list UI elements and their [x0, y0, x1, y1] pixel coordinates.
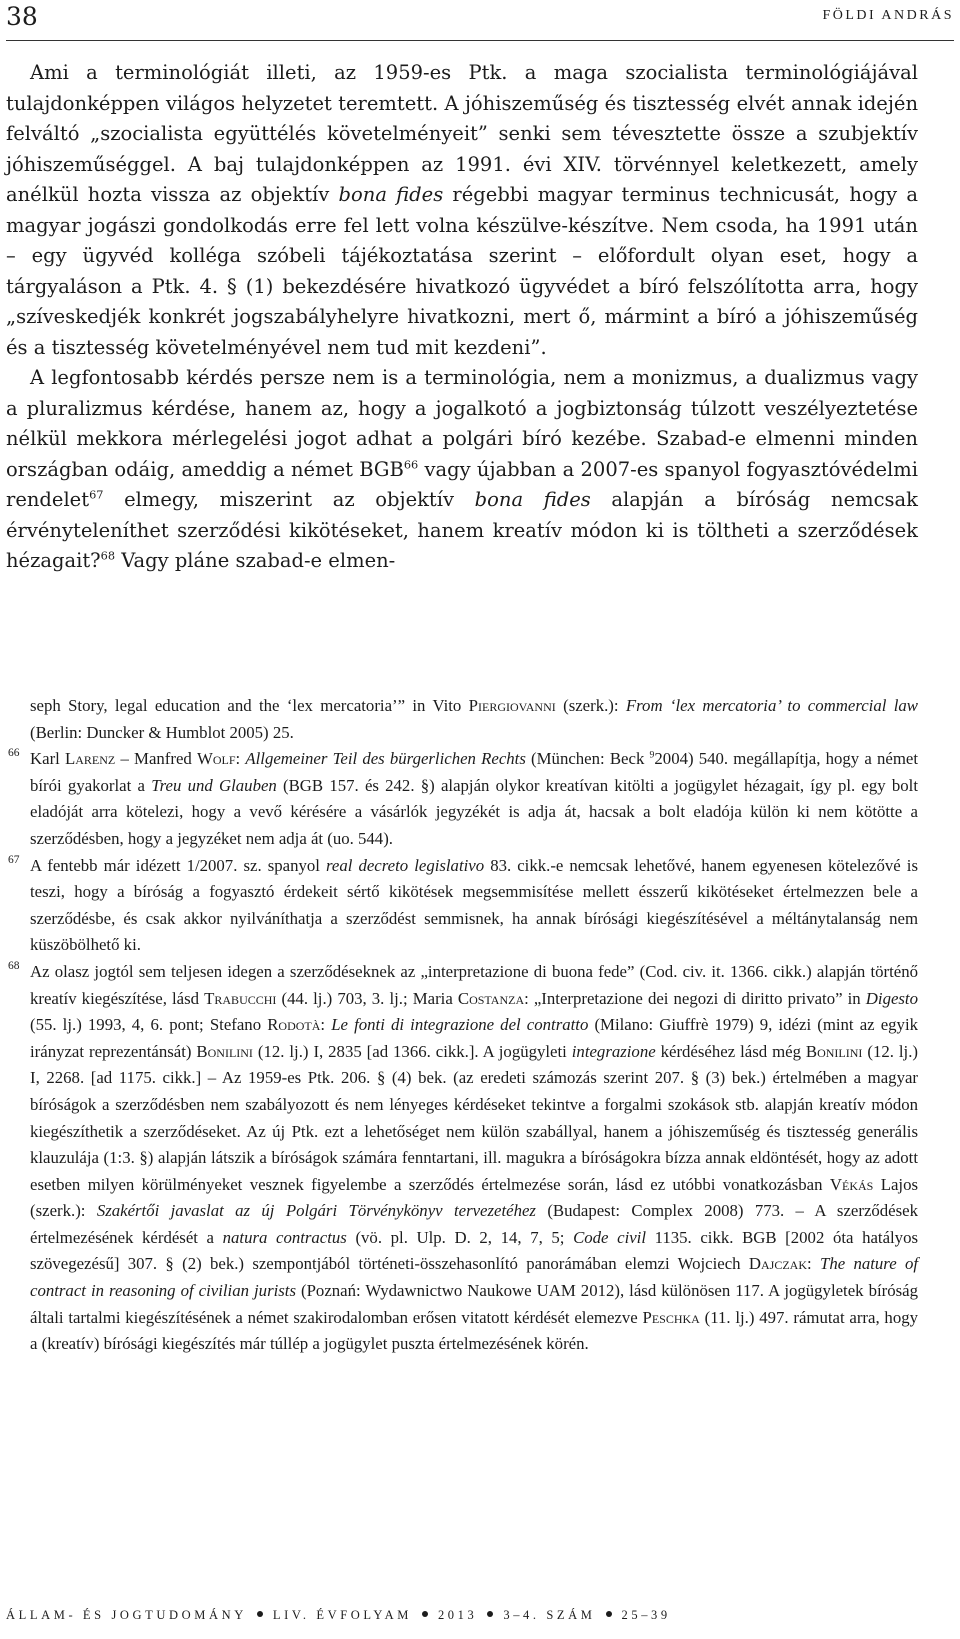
footnote-68: 68 Az olasz jogtól sem teljesen idegen a szerződéseknek az „interpretazione di buona fede” (Cod. civ. it. 1366. cikk.) alapján történő kreatív kiegészítése, lásd Trabucchi (44. lj.) 703, 3. lj.; Maria Costanza: „Interpretazione dei negozi di diritto privato” in Digesto (55. lj.) 1993, 4, 6. pont; Stefano Rodotà: Le fonti di integrazione del contratto (Milano: Giuffrè 1979) 9, idézi (mint az egyik irányzat reprezentánsát) Bonilini (12. lj.) I, 2835 [ad 1366. cikk.]. A jogügyleti integrazione kérdéséhez lásd még Bonilini (12. lj.) I, 2268. [ad 1175. cikk.] – Az 1959-es Ptk. 206. § (4) bek. (az eredeti számozás szerint 207. § (3) bek.) értelmében a magyar bíróságok a szerződésben nem szabályozott és nem lényeges kérdéseket tekintve a forgalmi szokások stb. alapján kreatív módon kiegészíthetik a szerződéseket. Az új Ptk. ezt a lehetőséget nem külön szabállyal, hanem a jóhiszeműség és tisztesség generális klauzulája (1:3. §) alapján látszik a bíróságok számára fenntartani, ill. magukra a bíróságokra bízza annak eldöntését, hogy az adott esetben milyen körülményeket vesznek figyelembe a szerződés értelmezése során, lásd ez utóbbi vonatkozásban Vékás Lajos (szerk.): Szakértői javaslat az új Polgári Törvénykönyv tervezetéhez (Budapest: Complex 2008) 773. – A szerződések értelmezésének kérdését a natura contractus (vö. pl. Ulp. D. 2, 14, 7, 5; Code civil 1135. cikk. BGB [2002 óta hatályos szövegezésű] 307. § (2) bek.) szempontjából történeti-összehasonlító panorámában elemzi Wojciech Dajczak: The nature of contract in reasoning of civilian jurists (Poznań: Wydawnictwo Naukowe UAM 2012), lásd különösen 117. A jogügyletek bíróság általi tartalmi kiegészítésének a német szakirodalomban erősen vitatott kérdését elemezve Peschka (11. lj.) 497. rámutat arra, hogy a (kreatív) bírósági kiegészítés már túllép a jogügylet puszta értelmezésének körén.	[6, 959, 918, 1358]
running-head-author: FÖLDI ANDRÁS	[822, 8, 954, 23]
bullet-separator	[257, 1611, 263, 1617]
footnote-ref-68[interactable]: 68	[100, 549, 116, 563]
page-header	[6, 0, 954, 41]
footnotes	[6, 693, 918, 1358]
footnote-66: 66 Karl Larenz – Manfred Wolf: Allgemeiner Teil des bürgerlichen Rechts (München: Beck $^9$2004) 540. megállapítja, hogy a német bírói gyakorlat a Treu und Glauben (BGB 157. és 242. §) alapján olykor kreatívan kitölti a jogügylet hézagait, így pl. egy bolt eladóját arra kötelezi, hogy a vevő kérésére a vásárlók jegyzékét is adja át, hacsak a bolt eladója külön ki nem kötötte a szerződésben, hogy a jegyzéket nem adja át (uo. 544).	[6, 746, 918, 852]
bullet-separator	[487, 1611, 493, 1617]
issue: 3–4. SZÁM	[503, 1608, 596, 1622]
page-range: 25–39	[621, 1608, 671, 1622]
footnote-continuation: seph Story, legal education and the ‘lex mercatoria’” in Vito Piergiovanni (szerk.): From ‘lex mercatoria’ to commercial law (Berlin: Duncker & Humblot 2005) 25.	[30, 696, 918, 742]
page-footer	[6, 1608, 671, 1623]
footnote-number: 68	[8, 959, 20, 972]
year: 2013	[437, 1608, 478, 1622]
journal-title: ÁLLAM- ÉS JOGTUDOMÁNY	[6, 1608, 247, 1622]
paragraph-1: Ami a terminológiát illeti, az 1959-es Ptk. a maga szocialista terminológiájával tulajdonképpen világos helyzetet teremtett. A jóhiszeműség és tisztesség elvét annak idején felváltó „szocialista együttélés követelményeit” senki sem tévesztette össze a szubjektív jóhiszeműséggel. A baj tulajdonképpen az 1991. évi XIV. törvénnyel keletkezett, amely anélkül hozta vissza az objektív bona fides régebbi magyar terminus technicusát, hogy a magyar jogászi gondolkodás erre fel lett volna készülve-készítve. Nem csoda, ha 1991 után – egy ügyvéd kolléga szóbeli tájékoztatása szerint – előfordult olyan eset, hogy a tárgyaláson a Ptk. 4. § (1) bekezdésére hivatkozó ügyvédet a bíró felszólította arra, hogy „szíveskedjék konkrét jogszabályhelyre hivatkozni, mert ő, mármint a bíró a jóhiszeműség és a tisztesség követelményével nem tud mit kezdeni”.	[6, 61, 918, 359]
footnote-number: 67	[8, 853, 20, 866]
footnote-ref-66[interactable]: 66	[403, 458, 419, 471]
volume: LIV. ÉVFOLYAM	[272, 1608, 412, 1622]
footnote-67: 67 A fentebb már idézett 1/2007. sz. spanyol real decreto legislativo 83. cikk.-e nemcsak lehetővé, hanem egyenesen kötelezővé is teszi, hogy a bíróság a fogyasztó érdekeit sértő kikötések megsemmisítése mellett ésszerű kikötéseket értelmezzen bele a szerződésbe, és csak akkor nyilváníthatja a szerződést semmisnek, ha annak bírósági kiegészítésével a méltánytalanság nem küszöbölhető ki.	[6, 853, 918, 959]
bullet-separator	[606, 1611, 612, 1617]
body-text	[6, 58, 918, 577]
paragraph-2: A legfontosabb kérdés persze nem is a terminológia, nem a monizmus, a dualizmus vagy a pluralizmus kérdése, hanem az, hogy a jogalkotó a jogbiztonság túlzott veszélyeztetése nélkül mekkora mérlegelési jogot adhat a polgári bíró kezébe. Szabad-e elmenni minden országban odáig, ameddig a német BGB$^{66}$ vagy újabban a 2007-es spanyol fogyasztóvédelmi rendelet$^{67}$ elmegy, miszerint az objektív bona fides alapján a bíróság nemcsak érvényteleníthet szerződési kikötéseket, hanem kreatív módon ki is töltheti a szerződések hézagait?$^{68}$ Vagy pláne szabad-e elmen-	[6, 366, 918, 572]
footnote-ref-67[interactable]: 67	[89, 488, 104, 502]
bullet-separator	[422, 1611, 428, 1617]
italic-term: bona fides	[474, 488, 591, 511]
footnote-number: 66	[8, 747, 20, 760]
page-number: 38	[6, 2, 38, 31]
italic-term: bona fides	[338, 183, 444, 206]
